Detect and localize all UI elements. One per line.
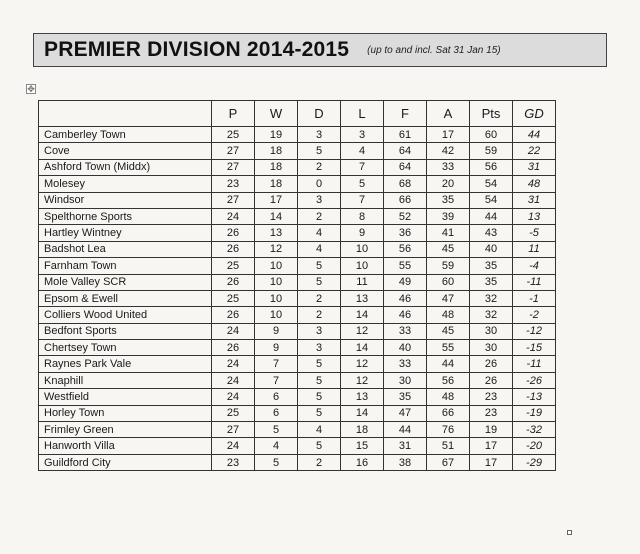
won-cell: 18 — [255, 176, 298, 192]
goal-difference-cell: -20 — [513, 438, 556, 454]
table-resize-handle[interactable] — [567, 530, 572, 535]
drawn-cell: 3 — [298, 340, 341, 356]
team-cell: Camberley Town — [39, 127, 212, 143]
goal-difference-cell: 31 — [513, 159, 556, 175]
won-cell: 10 — [255, 258, 298, 274]
drawn-cell: 5 — [298, 143, 341, 159]
goal-difference-cell: 48 — [513, 176, 556, 192]
title-box — [33, 33, 607, 67]
lost-cell: 12 — [341, 323, 384, 339]
goal-difference-cell: 22 — [513, 143, 556, 159]
played-cell: 25 — [212, 290, 255, 306]
for-cell: 64 — [384, 143, 427, 159]
points-cell: 26 — [470, 372, 513, 388]
team-cell: Hanworth Villa — [39, 438, 212, 454]
page-subtitle: (up to and incl. Sat 31 Jan 15) — [367, 44, 501, 56]
team-cell: Guildford City — [39, 454, 212, 470]
points-cell: 30 — [470, 323, 513, 339]
lost-cell: 4 — [341, 143, 384, 159]
played-cell: 26 — [212, 307, 255, 323]
won-cell: 6 — [255, 389, 298, 405]
played-cell: 26 — [212, 274, 255, 290]
against-cell: 33 — [427, 159, 470, 175]
against-cell: 67 — [427, 454, 470, 470]
points-cell: 17 — [470, 438, 513, 454]
goal-difference-cell: -11 — [513, 274, 556, 290]
won-cell: 10 — [255, 290, 298, 306]
points-cell: 23 — [470, 389, 513, 405]
against-cell: 42 — [427, 143, 470, 159]
for-cell: 46 — [384, 307, 427, 323]
won-cell: 19 — [255, 127, 298, 143]
table-move-handle-icon[interactable]: ✥ — [27, 84, 35, 94]
goal-difference-cell: -26 — [513, 372, 556, 388]
team-cell: Molesey — [39, 176, 212, 192]
played-cell: 24 — [212, 372, 255, 388]
for-cell: 36 — [384, 225, 427, 241]
table-header-row — [39, 101, 556, 127]
drawn-cell: 3 — [298, 127, 341, 143]
lost-cell: 10 — [341, 241, 384, 257]
table-row — [39, 307, 556, 323]
lost-cell: 13 — [341, 290, 384, 306]
team-cell: Horley Town — [39, 405, 212, 421]
lost-cell: 10 — [341, 258, 384, 274]
played-cell: 23 — [212, 176, 255, 192]
table-row — [39, 176, 556, 192]
against-cell: 44 — [427, 356, 470, 372]
table-row — [39, 225, 556, 241]
goal-difference-cell: 31 — [513, 192, 556, 208]
header-f: F — [384, 101, 427, 127]
lost-cell: 14 — [341, 405, 384, 421]
drawn-cell: 5 — [298, 405, 341, 421]
team-cell: Hartley Wintney — [39, 225, 212, 241]
lost-cell: 12 — [341, 372, 384, 388]
drawn-cell: 5 — [298, 389, 341, 405]
drawn-cell: 4 — [298, 422, 341, 438]
won-cell: 10 — [255, 274, 298, 290]
for-cell: 44 — [384, 422, 427, 438]
table-row — [39, 290, 556, 306]
points-cell: 26 — [470, 356, 513, 372]
team-cell: Raynes Park Vale — [39, 356, 212, 372]
for-cell: 66 — [384, 192, 427, 208]
points-cell: 17 — [470, 454, 513, 470]
drawn-cell: 4 — [298, 225, 341, 241]
drawn-cell: 3 — [298, 192, 341, 208]
team-cell: Bedfont Sports — [39, 323, 212, 339]
played-cell: 26 — [212, 241, 255, 257]
table-body — [39, 127, 556, 471]
team-cell: Epsom & Ewell — [39, 290, 212, 306]
played-cell: 27 — [212, 143, 255, 159]
team-cell: Frimley Green — [39, 422, 212, 438]
header-w: W — [255, 101, 298, 127]
header-team — [39, 101, 212, 127]
won-cell: 10 — [255, 307, 298, 323]
for-cell: 38 — [384, 454, 427, 470]
table-row — [39, 241, 556, 257]
lost-cell: 3 — [341, 127, 384, 143]
for-cell: 55 — [384, 258, 427, 274]
played-cell: 27 — [212, 159, 255, 175]
lost-cell: 14 — [341, 340, 384, 356]
played-cell: 26 — [212, 340, 255, 356]
goal-difference-cell: -5 — [513, 225, 556, 241]
played-cell: 25 — [212, 127, 255, 143]
against-cell: 47 — [427, 290, 470, 306]
table-row — [39, 127, 556, 143]
won-cell: 14 — [255, 208, 298, 224]
against-cell: 45 — [427, 241, 470, 257]
lost-cell: 16 — [341, 454, 384, 470]
for-cell: 33 — [384, 356, 427, 372]
against-cell: 41 — [427, 225, 470, 241]
for-cell: 31 — [384, 438, 427, 454]
lost-cell: 15 — [341, 438, 384, 454]
table-row — [39, 159, 556, 175]
for-cell: 52 — [384, 208, 427, 224]
played-cell: 24 — [212, 356, 255, 372]
table-row — [39, 422, 556, 438]
played-cell: 24 — [212, 208, 255, 224]
against-cell: 66 — [427, 405, 470, 421]
page-title: PREMIER DIVISION 2014-2015 — [44, 38, 350, 61]
for-cell: 49 — [384, 274, 427, 290]
team-cell: Farnham Town — [39, 258, 212, 274]
table-row — [39, 340, 556, 356]
played-cell: 27 — [212, 422, 255, 438]
won-cell: 13 — [255, 225, 298, 241]
drawn-cell: 5 — [298, 258, 341, 274]
table-row — [39, 323, 556, 339]
won-cell: 17 — [255, 192, 298, 208]
won-cell: 5 — [255, 454, 298, 470]
for-cell: 56 — [384, 241, 427, 257]
against-cell: 45 — [427, 323, 470, 339]
lost-cell: 13 — [341, 389, 384, 405]
drawn-cell: 5 — [298, 274, 341, 290]
drawn-cell: 5 — [298, 438, 341, 454]
table-row — [39, 192, 556, 208]
lost-cell: 5 — [341, 176, 384, 192]
points-cell: 56 — [470, 159, 513, 175]
team-cell: Chertsey Town — [39, 340, 212, 356]
against-cell: 39 — [427, 208, 470, 224]
table-row — [39, 454, 556, 470]
for-cell: 64 — [384, 159, 427, 175]
won-cell: 18 — [255, 143, 298, 159]
points-cell: 59 — [470, 143, 513, 159]
played-cell: 25 — [212, 405, 255, 421]
goal-difference-cell: -2 — [513, 307, 556, 323]
against-cell: 60 — [427, 274, 470, 290]
drawn-cell: 3 — [298, 323, 341, 339]
lost-cell: 11 — [341, 274, 384, 290]
played-cell: 24 — [212, 323, 255, 339]
goal-difference-cell: -11 — [513, 356, 556, 372]
team-cell: Ashford Town (Middx) — [39, 159, 212, 175]
header-pts: Pts — [470, 101, 513, 127]
table-row — [39, 405, 556, 421]
points-cell: 54 — [470, 192, 513, 208]
drawn-cell: 2 — [298, 159, 341, 175]
won-cell: 7 — [255, 372, 298, 388]
lost-cell: 8 — [341, 208, 384, 224]
points-cell: 19 — [470, 422, 513, 438]
points-cell: 60 — [470, 127, 513, 143]
goal-difference-cell: 13 — [513, 208, 556, 224]
header-d: D — [298, 101, 341, 127]
drawn-cell: 5 — [298, 372, 341, 388]
lost-cell: 7 — [341, 192, 384, 208]
points-cell: 43 — [470, 225, 513, 241]
won-cell: 9 — [255, 340, 298, 356]
goal-difference-cell: -12 — [513, 323, 556, 339]
drawn-cell: 0 — [298, 176, 341, 192]
for-cell: 61 — [384, 127, 427, 143]
goal-difference-cell: -19 — [513, 405, 556, 421]
lost-cell: 12 — [341, 356, 384, 372]
drawn-cell: 4 — [298, 241, 341, 257]
drawn-cell: 2 — [298, 290, 341, 306]
goal-difference-cell: -15 — [513, 340, 556, 356]
team-cell: Colliers Wood United — [39, 307, 212, 323]
points-cell: 32 — [470, 290, 513, 306]
table-row — [39, 208, 556, 224]
for-cell: 47 — [384, 405, 427, 421]
drawn-cell: 2 — [298, 454, 341, 470]
goal-difference-cell: 11 — [513, 241, 556, 257]
against-cell: 35 — [427, 192, 470, 208]
against-cell: 48 — [427, 389, 470, 405]
table-row — [39, 274, 556, 290]
table-row — [39, 143, 556, 159]
points-cell: 35 — [470, 258, 513, 274]
lost-cell: 7 — [341, 159, 384, 175]
against-cell: 56 — [427, 372, 470, 388]
standings-table — [38, 100, 556, 471]
drawn-cell: 2 — [298, 307, 341, 323]
table-row — [39, 356, 556, 372]
against-cell: 20 — [427, 176, 470, 192]
team-cell: Cove — [39, 143, 212, 159]
against-cell: 55 — [427, 340, 470, 356]
goal-difference-cell: -4 — [513, 258, 556, 274]
won-cell: 9 — [255, 323, 298, 339]
played-cell: 25 — [212, 258, 255, 274]
for-cell: 46 — [384, 290, 427, 306]
goal-difference-cell: -32 — [513, 422, 556, 438]
header-l: L — [341, 101, 384, 127]
won-cell: 6 — [255, 405, 298, 421]
won-cell: 7 — [255, 356, 298, 372]
for-cell: 40 — [384, 340, 427, 356]
team-cell: Mole Valley SCR — [39, 274, 212, 290]
table-row — [39, 258, 556, 274]
for-cell: 35 — [384, 389, 427, 405]
header-a: A — [427, 101, 470, 127]
table-row — [39, 389, 556, 405]
against-cell: 51 — [427, 438, 470, 454]
won-cell: 18 — [255, 159, 298, 175]
drawn-cell: 2 — [298, 208, 341, 224]
points-cell: 54 — [470, 176, 513, 192]
team-cell: Badshot Lea — [39, 241, 212, 257]
played-cell: 24 — [212, 389, 255, 405]
team-cell: Windsor — [39, 192, 212, 208]
lost-cell: 9 — [341, 225, 384, 241]
points-cell: 40 — [470, 241, 513, 257]
played-cell: 26 — [212, 225, 255, 241]
goal-difference-cell: -29 — [513, 454, 556, 470]
played-cell: 24 — [212, 438, 255, 454]
won-cell: 12 — [255, 241, 298, 257]
team-cell: Westfield — [39, 389, 212, 405]
points-cell: 23 — [470, 405, 513, 421]
table-row — [39, 438, 556, 454]
for-cell: 30 — [384, 372, 427, 388]
against-cell: 59 — [427, 258, 470, 274]
goal-difference-cell: -13 — [513, 389, 556, 405]
points-cell: 44 — [470, 208, 513, 224]
points-cell: 30 — [470, 340, 513, 356]
played-cell: 23 — [212, 454, 255, 470]
won-cell: 4 — [255, 438, 298, 454]
for-cell: 33 — [384, 323, 427, 339]
points-cell: 32 — [470, 307, 513, 323]
team-cell: Knaphill — [39, 372, 212, 388]
won-cell: 5 — [255, 422, 298, 438]
lost-cell: 18 — [341, 422, 384, 438]
against-cell: 48 — [427, 307, 470, 323]
drawn-cell: 5 — [298, 356, 341, 372]
for-cell: 68 — [384, 176, 427, 192]
against-cell: 76 — [427, 422, 470, 438]
goal-difference-cell: -1 — [513, 290, 556, 306]
played-cell: 27 — [212, 192, 255, 208]
points-cell: 35 — [470, 274, 513, 290]
lost-cell: 14 — [341, 307, 384, 323]
goal-difference-cell: 44 — [513, 127, 556, 143]
team-cell: Spelthorne Sports — [39, 208, 212, 224]
header-gd: GD — [513, 101, 556, 127]
against-cell: 17 — [427, 127, 470, 143]
header-p: P — [212, 101, 255, 127]
table-row — [39, 372, 556, 388]
